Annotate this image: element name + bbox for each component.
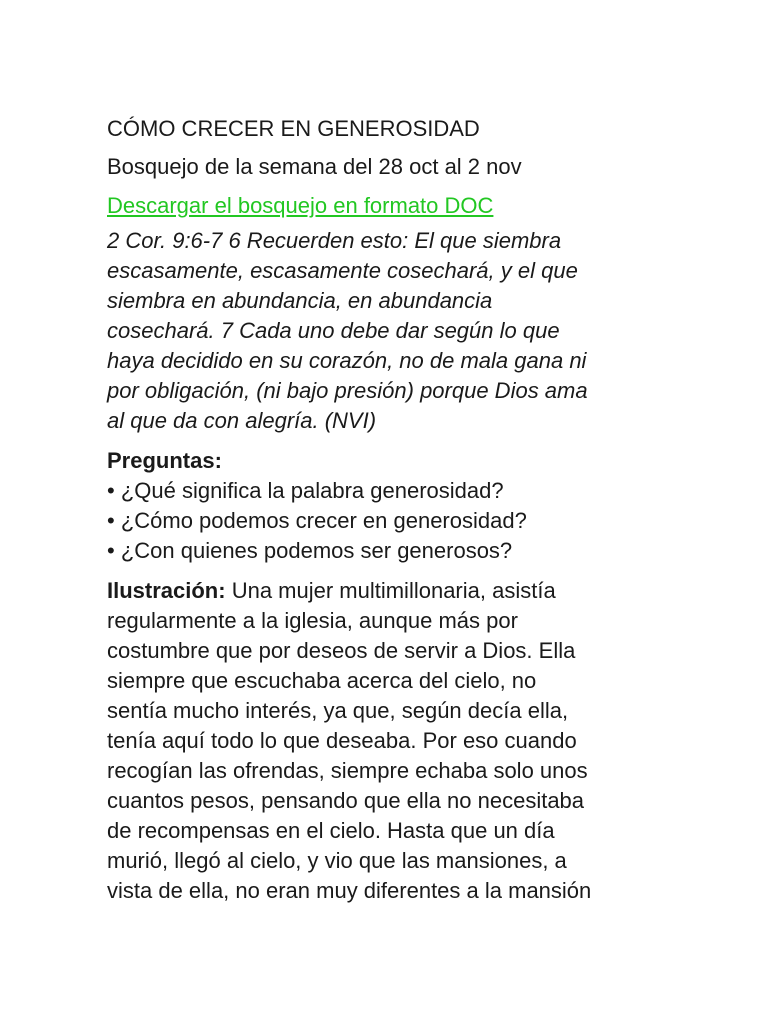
question-item: • ¿Con quienes podemos ser generosos? <box>107 538 513 563</box>
illustration-line: tenía aquí todo lo que deseaba. Por eso cuando <box>107 728 577 753</box>
download-doc-link[interactable]: Descargar el bosquejo en formato DOC <box>107 193 494 218</box>
document-subtitle: Bosquejo de la semana del 28 oct al 2 nov <box>107 154 522 179</box>
verse-line: siembra en abundancia, en abundancia <box>107 288 493 313</box>
illustration-line: murió, llegó al cielo, y vio que las mansiones, a <box>107 848 567 873</box>
illustration-line: costumbre que por deseos de servir a Dios. Ella <box>107 638 576 663</box>
illustration-line: Una mujer multimillonaria, asistía <box>225 578 556 603</box>
illustration-line: siempre que escuchaba acerca del cielo, no <box>107 668 537 693</box>
questions-list <box>107 476 667 566</box>
verse-line: al que da con alegría. (NVI) <box>107 408 377 433</box>
illustration-paragraph <box>107 576 667 906</box>
illustration-line: recogían las ofrendas, siempre echaba solo unos <box>107 758 588 783</box>
document-title: CÓMO CRECER EN GENEROSIDAD <box>107 116 480 141</box>
verse-line: por obligación, (ni bajo presión) porque Dios ama <box>107 378 588 403</box>
illustration-label: Ilustración: <box>107 578 226 603</box>
question-item: • ¿Cómo podemos crecer en generosidad? <box>107 508 527 533</box>
questions-heading: Preguntas: <box>107 448 222 473</box>
illustration-line: de recompensas en el cielo. Hasta que un día <box>107 818 555 843</box>
bible-verse <box>107 226 667 436</box>
illustration-line: sentía mucho interés, ya que, según decía ella, <box>107 698 569 723</box>
verse-line: cosechará. 7 Cada uno debe dar según lo que <box>107 318 560 343</box>
illustration-line: cuantos pesos, pensando que ella no necesitaba <box>107 788 585 813</box>
verse-line: 2 Cor. 9:6-7 6 Recuerden esto: El que siembra <box>107 228 562 253</box>
illustration-first-line <box>107 576 667 606</box>
question-item: • ¿Qué significa la palabra generosidad? <box>107 478 504 503</box>
document-page <box>107 108 667 906</box>
verse-line: escasamente, escasamente cosechará, y el que <box>107 258 578 283</box>
illustration-line: regularmente a la iglesia, aunque más por <box>107 608 518 633</box>
verse-line: haya decidido en su corazón, no de mala gana ni <box>107 348 587 373</box>
illustration-line: vista de ella, no eran muy diferentes a la mansión <box>107 878 592 903</box>
